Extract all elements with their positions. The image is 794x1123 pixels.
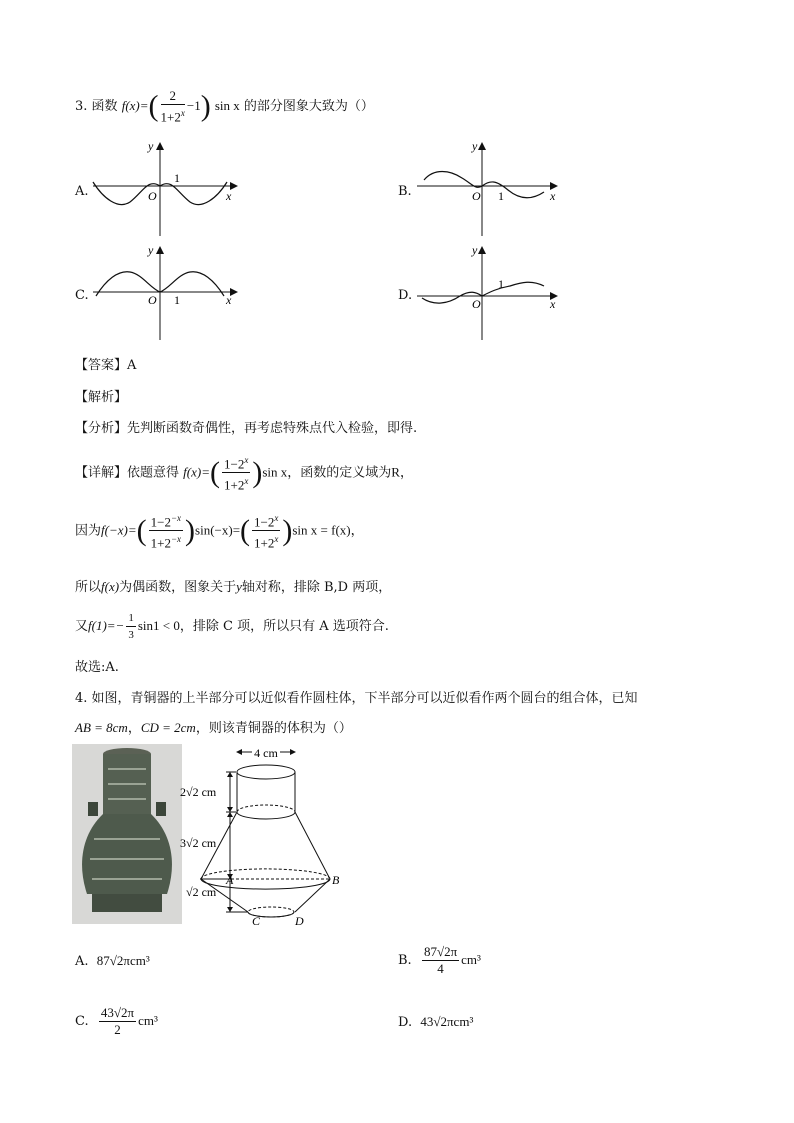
q3-a-origin: O (148, 189, 157, 203)
q3-a-x: x (226, 189, 232, 203)
diagram-c: C (252, 914, 261, 928)
q3-b-y: y (472, 139, 478, 153)
q3-minus-one: −1 (186, 98, 201, 114)
q4-option-b: B. $\frac{87√2\pi}{4}$ cm³ (398, 944, 481, 976)
diagram-b: B (332, 873, 340, 887)
q3-func-lhs: f(x)= (121, 98, 149, 114)
q3-option-b-label: B. (398, 184, 412, 199)
answer-line (75, 354, 136, 373)
even-proof-line: 因为f(−x)=( $\frac{1-2^{-x}}{1+2^{-x}}$ )sin(−x)=( $\frac{1-2^x}{1+2^x}$ )sin x = f(x)， (75, 510, 364, 552)
q4-stem-line1: 4. 如图，青铜器的上半部分可以近似看作圆柱体，下半部分可以近似看作两个圆台的组合体，已知 (75, 691, 638, 706)
q3-option-d-label: D. (398, 288, 413, 303)
q3-b-origin: O (472, 189, 481, 203)
q3-option-c-label: C. (75, 288, 89, 303)
q4-stem-line2: AB = 8cm，CD = 2cm，则该青铜器的体积为（） (75, 720, 352, 736)
q4-option-d: D. 43√2πcm³ (398, 1014, 474, 1030)
bronze-vessel-photo (72, 744, 182, 924)
q3-c-origin: O (148, 293, 157, 307)
diagram-a: A (226, 873, 234, 887)
diagram-top-label: 4 cm (254, 746, 278, 760)
q3-d-y: y (472, 243, 478, 257)
q3-d-origin: O (472, 297, 481, 311)
q3-stem: 3. 函数 f(x)=( $\frac{2}{1+2^x}$ −1) sin x 的部分图象大致为（） (75, 88, 374, 125)
q3-sin: sin x (214, 98, 240, 114)
diagram-h1: 2√2 cm (180, 785, 217, 799)
fenxi-text: 先判断函数奇偶性，再考虑特殊点代入检验，即得. (127, 421, 418, 436)
xiangjie-line: 【详解】依题意得 f(x)=( $\frac{1-2^x}{1+2^x}$ )sin x，函数的定义域为R， (75, 452, 413, 494)
diagram-d: D (295, 914, 304, 928)
q3-graph-d (412, 242, 572, 342)
q3-a-tick: 1 (174, 171, 180, 185)
q3-prefix: 函数 (91, 99, 118, 115)
fenxi-line (75, 417, 417, 436)
q3-graph-a (88, 138, 248, 238)
q3-option-a-label: A. (75, 184, 89, 199)
diagram-h3: √2 cm (186, 885, 217, 899)
special-point-line: 又f(1)=− $\frac{1}{3}$ sin1 < 0，排除 C 项，所以只有 A 选项符合. (75, 612, 389, 641)
q3-a-y: y (148, 139, 154, 153)
q4-ab: AB = 8cm (75, 720, 128, 735)
answer-tag: 【答案】 (75, 358, 128, 373)
q4-option-c: C. $\frac{43√2\pi}{2}$ cm³ (75, 1005, 158, 1037)
diagram-h2: 3√2 cm (180, 836, 217, 850)
q3-suffix: 的部分图象大致为（） (243, 99, 374, 115)
analysis-tag: 【解析】 (75, 390, 128, 405)
fenxi-tag: 【分析】 (75, 421, 128, 436)
q4-cd: CD = 2cm (140, 720, 196, 735)
q4-option-a: A. 87√2πcm³ (75, 953, 150, 969)
q3-b-tick: 1 (498, 189, 504, 203)
q3-d-tick: 1 (498, 277, 504, 291)
q3-c-tick: 1 (174, 293, 180, 307)
q3-fraction: $\frac{2}{1+2^x}$ (160, 88, 185, 125)
q3-b-x: x (550, 189, 556, 203)
answer-value: A (127, 358, 137, 373)
q3-graph-c (88, 242, 248, 342)
q3-c-y: y (148, 243, 154, 257)
q3-d-x: x (550, 297, 556, 311)
vessel-diagram (178, 744, 368, 929)
q3-number: 3. (75, 99, 88, 115)
final-choice: 故选:A. (75, 660, 119, 675)
q3-c-x: x (226, 293, 232, 307)
q3-graph-b (412, 138, 572, 238)
even-conclusion-line: 所以f(x)为偶函数，图象关于y轴对称，排除 B,D 两项， (75, 579, 392, 595)
